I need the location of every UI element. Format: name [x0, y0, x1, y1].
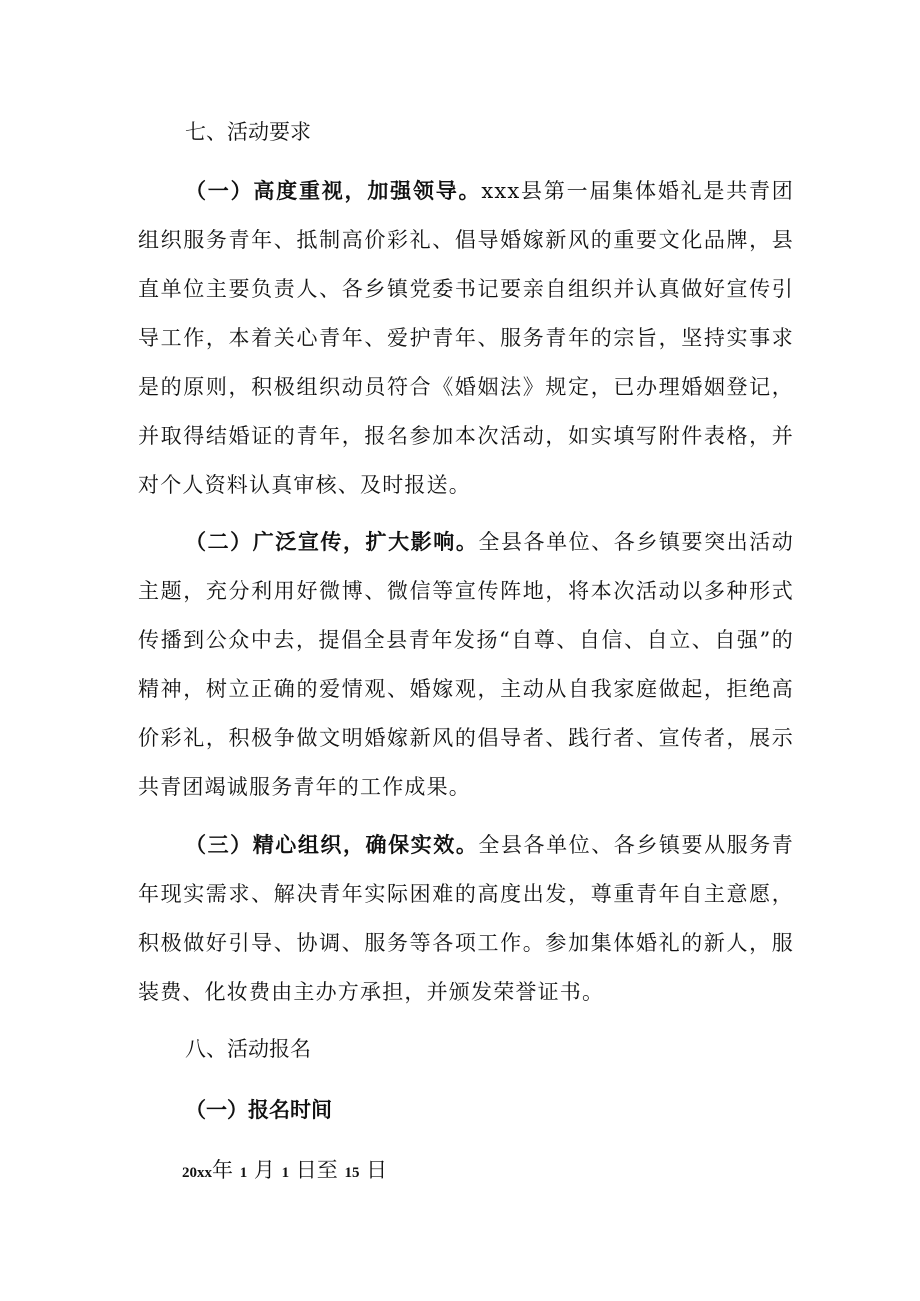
- date-day-end-unit: 日: [366, 1158, 388, 1182]
- date-year-unit: 年: [212, 1158, 233, 1182]
- date-month: 1: [239, 1165, 248, 1181]
- paragraph-3-body: 全县各单位、各乡镇要从服务青年现实需求、解决青年实际困难的高度出发，尊重青年自主意愿，积极做好引导、协调、服务等各项工作。参加集体婚礼的新人，服装费、化妆费由主办方承担，并颁发荣誉证书。: [138, 833, 794, 1004]
- paragraph-3: [138, 820, 794, 1017]
- paragraph-1-lead: （一）高度重视，加强领导。: [185, 178, 482, 203]
- date-day-end: 15: [344, 1165, 360, 1181]
- section-8-heading: 八、活动报名: [185, 1037, 311, 1061]
- registration-time-heading: （一）报名时间: [185, 1097, 332, 1122]
- date-month-unit: 月: [253, 1158, 275, 1182]
- paragraph-2-lead: （二）广泛宣传，扩大影响。: [185, 529, 479, 554]
- paragraph-3-lead: （三）精心组织，确保实效。: [185, 832, 479, 857]
- date-day-unit: 日至: [295, 1158, 338, 1182]
- registration-date-line: [182, 1160, 387, 1181]
- paragraph-2: [138, 517, 794, 812]
- paragraph-1: [138, 166, 794, 510]
- date-day-start: 1: [281, 1165, 290, 1181]
- section-7-heading: 七、活动要求: [185, 120, 311, 144]
- date-year: 20xx: [182, 1165, 212, 1181]
- paragraph-1-body: xxx县第一届集体婚礼是共青团组织服务青年、抵制高价彩礼、倡导婚嫁新风的重要文化品牌，县直单位主要负责人、各乡镇党委书记要亲自组织并认真做好宣传引导工作，本着关心青年、爱护青年、服务青年的宗旨，坚持实事求是的原则，积极组织动员符合《婚姻法》规定，已办理婚姻登记，并取得结婚证的青年，报名参加本次活动，如实填写附件表格，并对个人资料认真审核、及时报送。: [138, 179, 794, 497]
- paragraph-2-body: 全县各单位、各乡镇要突出活动主题，充分利用好微博、微信等宣传阵地，将本次活动以多种形式传播到公众中去，提倡全县青年发扬“自尊、自信、自立、自强”的精神，树立正确的爱情观、婚嫁观，主动从自我家庭做起，拒绝高价彩礼，积极争做文明婚嫁新风的倡导者、践行者、宣传者，展示共青团竭诚服务青年的工作成果。: [138, 530, 794, 799]
